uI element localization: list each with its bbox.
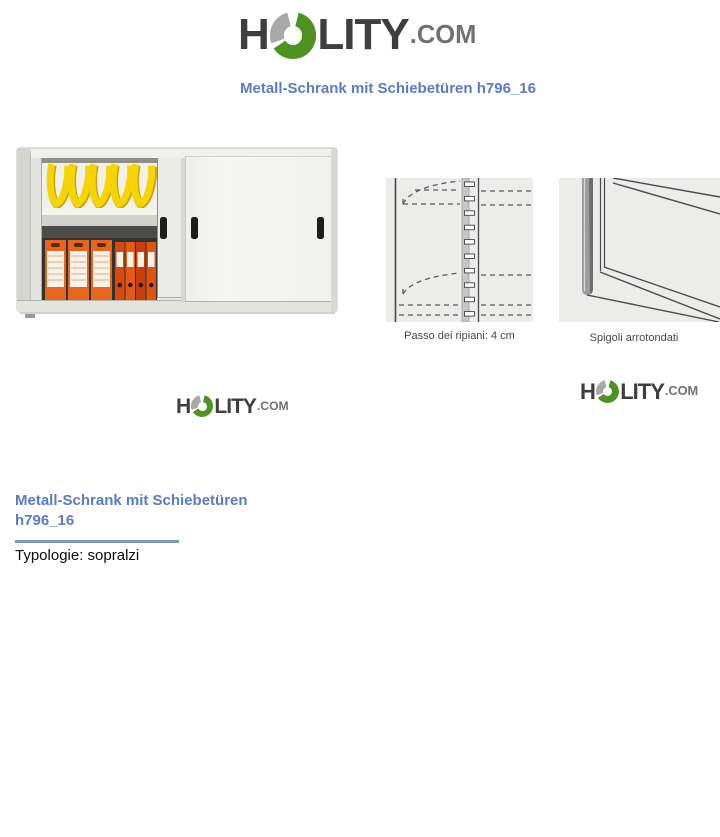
holity-watermark: [580, 380, 698, 403]
product-image[interactable]: [10, 145, 345, 323]
logo-text-h: H: [176, 394, 191, 418]
logo-text-lity: LITY: [317, 10, 409, 60]
shelf-pitch-drawing: [386, 178, 533, 322]
shelf-pitch-diagram[interactable]: [386, 178, 533, 322]
logo-text-com: .COM: [256, 399, 289, 414]
door-handle: [317, 217, 324, 239]
rounded-edge-drawing: [559, 178, 720, 322]
product-title: Metall-Schrank mit Schiebetüren h796_16: [15, 492, 248, 529]
logo-text-com: .COM: [664, 383, 699, 399]
holity-ring-icon: [596, 380, 619, 403]
front-sliding-door: [181, 156, 331, 302]
metal-cabinet-illustration: [10, 145, 345, 323]
logo-text-lity: LITY: [620, 378, 664, 404]
holity-ring-icon: [191, 395, 213, 417]
shelf-pitch-caption: Passo dei ripiani: 4 cm: [404, 330, 515, 342]
rounded-edges-diagram[interactable]: [559, 178, 720, 322]
product-typology: Typologie: sopralzi: [15, 547, 140, 564]
holity-ring-icon: [270, 12, 317, 59]
holity-watermark: [176, 395, 289, 417]
logo-text-lity: LITY: [214, 394, 256, 418]
cabinet-left-wall: [17, 149, 30, 312]
rounded-edges-caption: Spigoli arrotondati: [589, 332, 679, 344]
logo-text-h: H: [580, 378, 595, 404]
logo-text-com: .COM: [409, 20, 477, 49]
shelf: [42, 208, 157, 238]
door-handle: [191, 217, 198, 239]
holity-logo[interactable]: [238, 12, 476, 59]
door-handle: [160, 217, 167, 239]
page-title: Metall-Schrank mit Schiebetüren h796_16: [240, 80, 536, 97]
title-divider: [15, 540, 179, 543]
cabinet-right-wall: [331, 149, 337, 312]
binders: [42, 238, 157, 300]
logo-text-h: H: [238, 10, 269, 60]
